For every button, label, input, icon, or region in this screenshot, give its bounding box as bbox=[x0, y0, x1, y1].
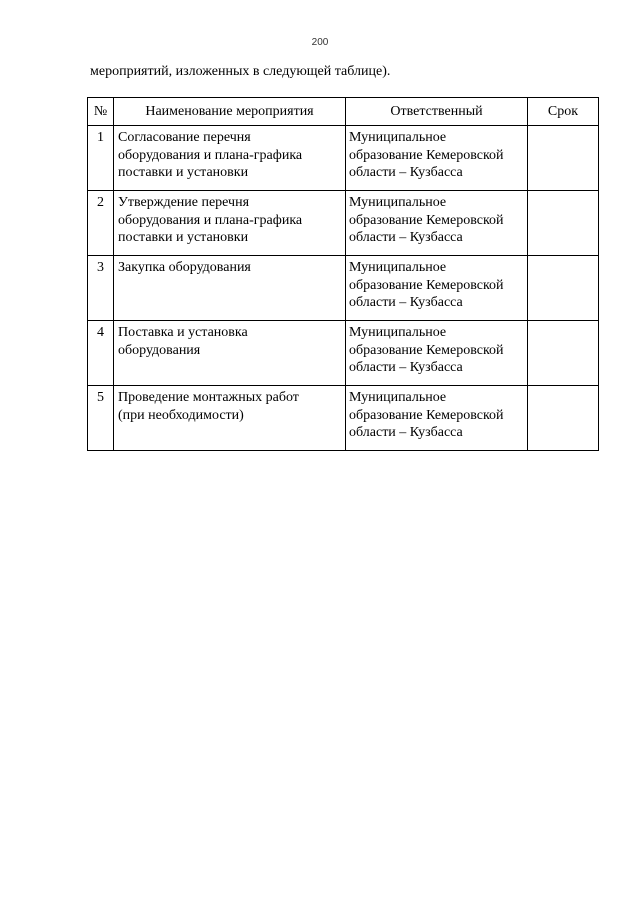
measure-name-line: оборудования и плана-графика bbox=[118, 212, 303, 228]
responsible-line: области – Кузбасса bbox=[349, 165, 463, 180]
responsible-line: Муниципальное bbox=[349, 260, 447, 275]
measure-name-line: (при необходимости) bbox=[118, 407, 244, 423]
responsible-line: области – Кузбасса bbox=[349, 360, 463, 375]
row-number: 3 bbox=[88, 256, 114, 321]
responsible-line: образование Кемеровской bbox=[349, 147, 504, 163]
measure-name-line: поставки и установки bbox=[118, 165, 249, 180]
term bbox=[528, 256, 599, 321]
responsible-line: Муниципальное bbox=[349, 325, 447, 340]
responsible-line: области – Кузбасса bbox=[349, 295, 463, 310]
header-number: № bbox=[88, 98, 114, 126]
measure-name-line: Закупка оборудования bbox=[118, 260, 251, 275]
responsible-line: образование Кемеровской bbox=[349, 212, 504, 228]
table-row bbox=[88, 386, 599, 451]
row-number: 4 bbox=[88, 321, 114, 386]
intro-text: мероприятий, изложенных в следующей таблице). bbox=[90, 64, 391, 79]
table-row bbox=[88, 126, 599, 191]
measure-name-line: оборудования bbox=[118, 342, 201, 358]
measure-name bbox=[114, 386, 346, 451]
measure-name bbox=[114, 321, 346, 386]
responsible-line: Муниципальное bbox=[349, 130, 447, 145]
header-responsible: Ответственный bbox=[346, 98, 528, 126]
measure-name-line: Утверждение перечня bbox=[118, 195, 250, 210]
table-header-row bbox=[88, 98, 599, 126]
responsible bbox=[346, 191, 528, 256]
responsible-line: области – Кузбасса bbox=[349, 230, 463, 245]
table-row bbox=[88, 256, 599, 321]
responsible-line: образование Кемеровской bbox=[349, 342, 504, 358]
table-row bbox=[88, 191, 599, 256]
term bbox=[528, 126, 599, 191]
responsible bbox=[346, 386, 528, 451]
measures-table bbox=[87, 97, 599, 451]
responsible-line: Муниципальное bbox=[349, 390, 447, 405]
header-measure-name: Наименование мероприятия bbox=[114, 98, 346, 126]
measure-name-line: оборудования и плана-графика bbox=[118, 147, 303, 163]
row-number: 2 bbox=[88, 191, 114, 256]
measure-name-line: Проведение монтажных работ bbox=[118, 390, 299, 405]
page-number: 200 bbox=[311, 37, 329, 48]
responsible-line: образование Кемеровской bbox=[349, 407, 504, 423]
measure-name bbox=[114, 256, 346, 321]
responsible-line: Муниципальное bbox=[349, 195, 447, 210]
row-number: 5 bbox=[88, 386, 114, 451]
table-row bbox=[88, 321, 599, 386]
responsible bbox=[346, 126, 528, 191]
row-number: 1 bbox=[88, 126, 114, 191]
term bbox=[528, 191, 599, 256]
responsible bbox=[346, 321, 528, 386]
measure-name-line: поставки и установки bbox=[118, 230, 249, 245]
measure-name-line: Согласование перечня bbox=[118, 130, 251, 145]
measure-name-line: Поставка и установка bbox=[118, 325, 248, 340]
term bbox=[528, 321, 599, 386]
responsible-line: области – Кузбасса bbox=[349, 425, 463, 440]
responsible-line: образование Кемеровской bbox=[349, 277, 504, 293]
responsible bbox=[346, 256, 528, 321]
term bbox=[528, 386, 599, 451]
measure-name bbox=[114, 126, 346, 191]
header-term: Срок bbox=[528, 98, 599, 126]
measure-name bbox=[114, 191, 346, 256]
